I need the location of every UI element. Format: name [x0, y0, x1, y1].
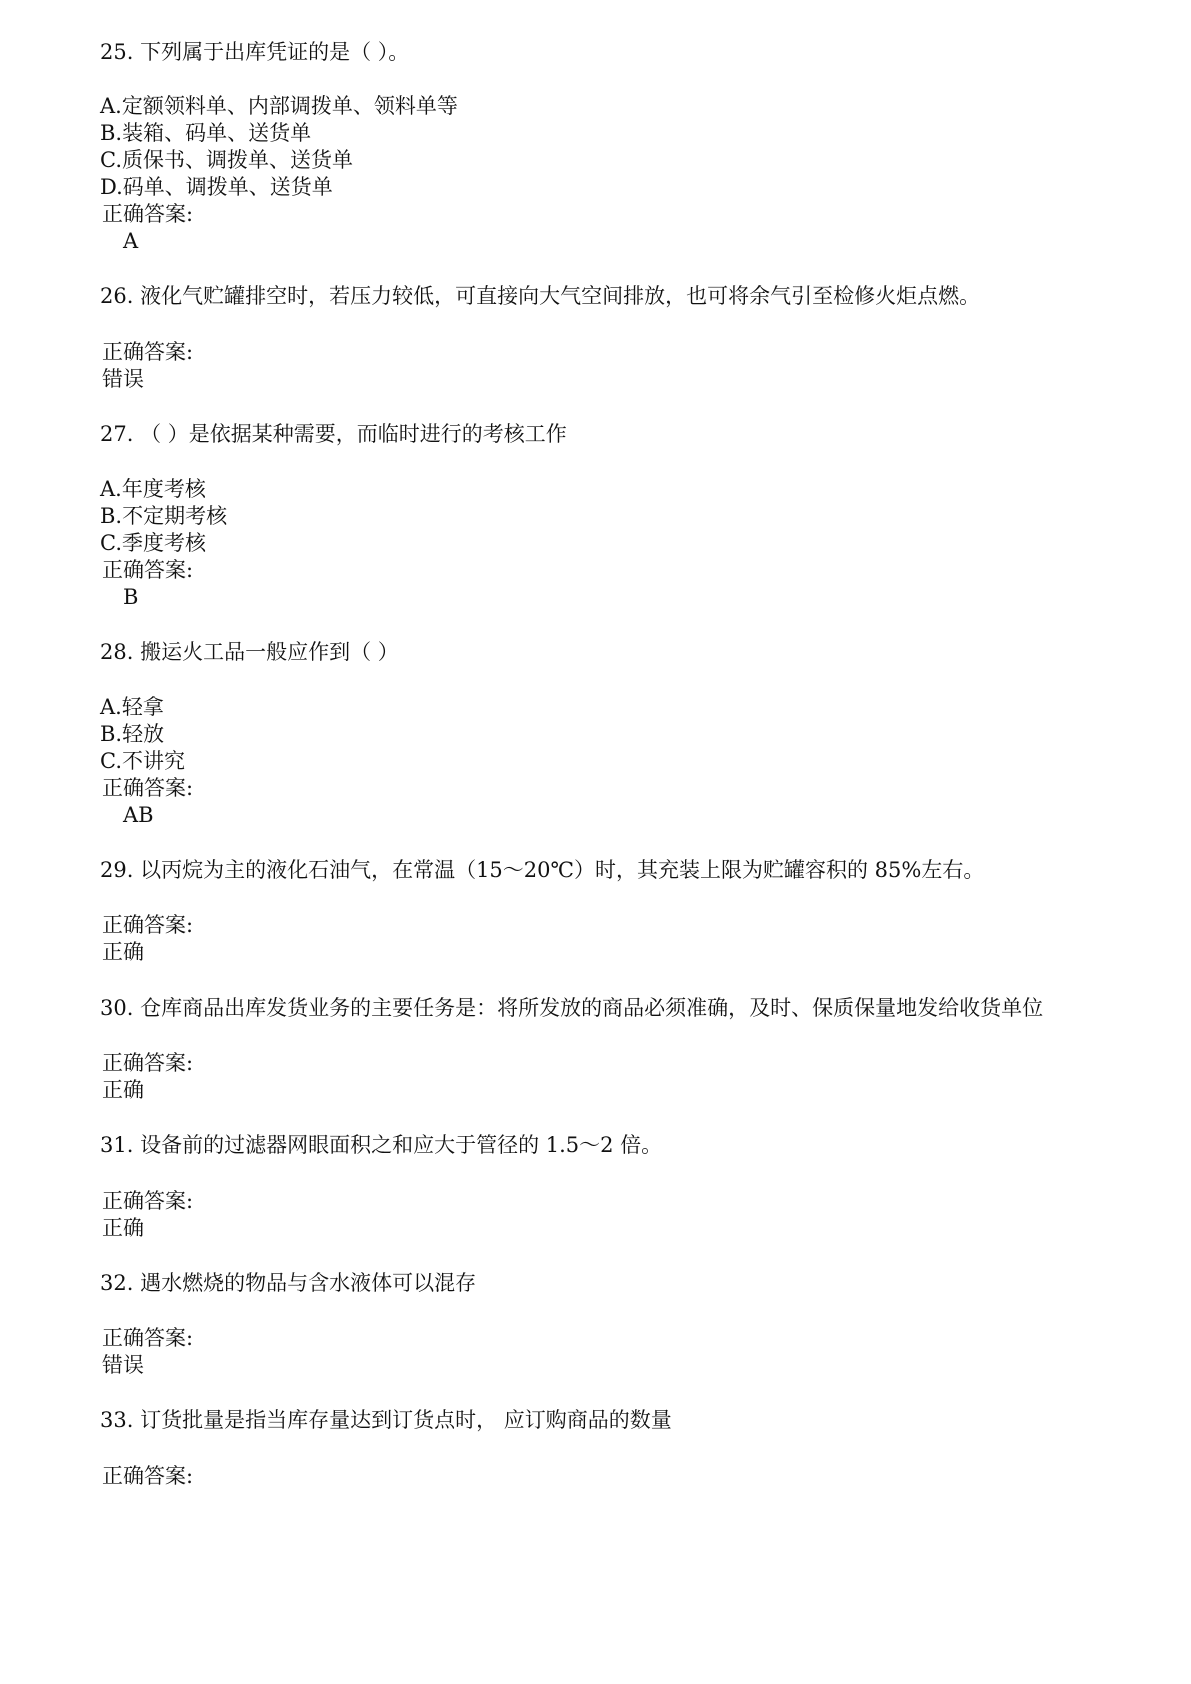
option-c: C.季度考核 [100, 531, 206, 555]
answer-label: 正确答案: [102, 202, 194, 226]
answer-value: B [123, 585, 139, 609]
answer-value: AB [123, 803, 154, 827]
question-title: 30. 仓库商品出库发货业务的主要任务是：将所发放的商品必须准确，及时、保质保量地发给收货单位 [100, 996, 1044, 1020]
answer-label: 正确答案: [102, 1051, 194, 1075]
answer-label: 正确答案: [102, 1189, 194, 1213]
answer-value: 正确 [102, 940, 144, 964]
answer-label: 正确答案: [102, 340, 194, 364]
answer-value: 正确 [102, 1078, 144, 1102]
question-title: 29. 以丙烷为主的液化石油气，在常温（15～20℃）时，其充装上限为贮罐容积的 85%左右。 [100, 858, 985, 882]
option-c: C.不讲究 [100, 749, 185, 773]
option-b: B.装箱、码单、送货单 [100, 121, 312, 145]
answer-label: 正确答案: [102, 913, 194, 937]
answer-label: 正确答案: [102, 1464, 194, 1488]
answer-label: 正确答案: [102, 558, 194, 582]
option-b: B.轻放 [100, 722, 165, 746]
question-title: 27. （ ）是依据某种需要，而临时进行的考核工作 [100, 422, 567, 446]
question-title: 26. 液化气贮罐排空时，若压力较低，可直接向大气空间排放，也可将余气引至检修火炬点燃。 [100, 284, 981, 308]
question-title: 33. 订货批量是指当库存量达到订货点时， 应订购商品的数量 [100, 1408, 672, 1432]
option-c: C.质保书、调拨单、送货单 [100, 148, 353, 172]
option-a: A.年度考核 [100, 477, 206, 501]
question-title: 32. 遇水燃烧的物品与含水液体可以混存 [100, 1271, 477, 1295]
answer-value: A [123, 229, 139, 253]
answer-label: 正确答案: [102, 1326, 194, 1350]
answer-value: 正确 [102, 1216, 144, 1240]
answer-value: 错误 [102, 1353, 144, 1377]
option-b: B.不定期考核 [100, 504, 228, 528]
option-d: D.码单、调拨单、送货单 [100, 175, 333, 199]
answer-value: 错误 [102, 367, 144, 391]
answer-label: 正确答案: [102, 776, 194, 800]
question-title: 28. 搬运火工品一般应作到（ ） [100, 640, 399, 664]
option-a: A.定额领料单、内部调拨单、领料单等 [100, 94, 458, 118]
option-a: A.轻拿 [100, 695, 164, 719]
question-title: 25. 下列属于出库凭证的是（ ）。 [100, 40, 410, 64]
question-title: 31. 设备前的过滤器网眼面积之和应大于管径的 1.5～2 倍。 [100, 1133, 663, 1157]
